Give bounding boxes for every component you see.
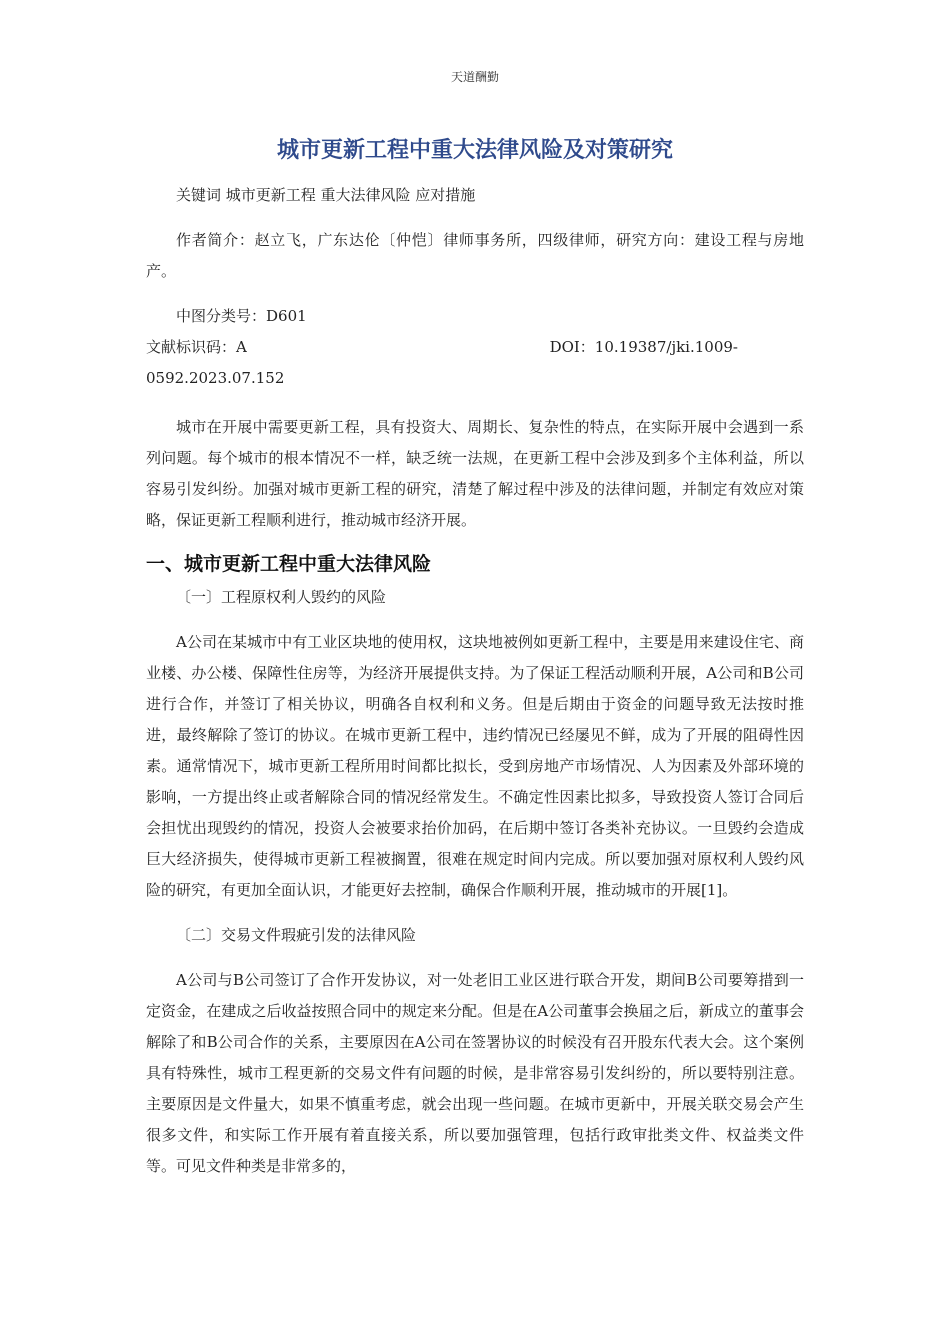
- document-code: 文献标识码：A: [146, 338, 247, 356]
- paper-title: 城市更新工程中重大法律风险及对策研究: [276, 138, 673, 163]
- subsection-heading: 〔二〕交易文件瑕疵引发的法律风险: [176, 926, 417, 944]
- section-heading: 一、城市更新工程中重大法律风险: [146, 553, 432, 575]
- identifier-row: [146, 332, 804, 363]
- body-paragraph: A公司在某城市中有工业区块地的使用权，这块地被例如更新工程中，主要是用来建设住宅、商业楼、办公楼、保障性住房等，为经济开展提供支持。为了保证工程活动顺利开展，A公司和B公司进行合作，并签订了相关协议，明确各自权利和义务。但是后期由于资金的问题导致无法按时推进，最终解除了签订的协议。在城市更新工程中，违约情况已经屡见不鲜，成为了开展的阻碍性因素。通常情况下，城市更新工程所用时间都比拟长，受到房地产市场情况、人为因素及外部环境的影响，一方提出终止或者解除合同的情况经常发生。不确定性因素比拟多，导致投资人签订合同后会担忧出现毁约的情况，投资人会被要求抬价加码，在后期中签订各类补充协议。一旦毁约会造成巨大经济损失，使得城市更新工程被搁置，很难在规定时间内完成。所以要加强对原权利人毁约风险的研究，有更加全面认识，才能更好去控制，确保合作顺利开展，推动城市的开展[1]。: [146, 633, 804, 899]
- page-header: 天道酬勤: [450, 70, 499, 84]
- keywords-line: 关键词 城市更新工程 重大法律风险 应对措施: [176, 186, 476, 204]
- doi-part1: DOI：10.19387/jki.1009-: [549, 338, 738, 356]
- subsection-heading: 〔一〕工程原权利人毁约的风险: [176, 588, 387, 606]
- author-info: 作者简介：赵立飞，广东达伦〔仲恺〕律师事务所，四级律师，研究方向：建设工程与房地产。: [146, 231, 804, 280]
- doi-part2: 0592.2023.07.152: [146, 369, 285, 387]
- body-paragraph: A公司与B公司签订了合作开发协议，对一处老旧工业区进行联合开发，期间B公司要筹措到一定资金，在建成之后收益按照合同中的规定来分配。但是在A公司董事会换届之后，新成立的董事会解除了和B公司合作的关系，主要原因在A公司在签署协议的时候没有召开股东代表大会。这个案例具有特殊性，城市工程更新的交易文件有问题的时候，是非常容易引发纠纷的，所以要特别注意。主要原因是文件量大，如果不慎重考虑，就会出现一些问题。在城市更新中，开展关联交易会产生很多文件，和实际工作开展有着直接关系，所以要加强管理，包括行政审批类文件、权益类文件等。可见文件种类是非常多的，: [146, 971, 804, 1175]
- intro-paragraph: 城市在开展中需要更新工程，具有投资大、周期长、复杂性的特点，在实际开展中会遇到一系列问题。每个城市的根本情况不一样，缺乏统一法规，在更新工程中会涉及到多个主体利益，所以容易引发纠纷。加强对城市更新工程的研究，清楚了解过程中涉及的法律问题，并制定有效应对策略，保证更新工程顺利进行，推动城市经济开展。: [146, 418, 804, 529]
- clc-number: 中图分类号：D601: [176, 307, 307, 325]
- paper-body: [146, 180, 804, 1182]
